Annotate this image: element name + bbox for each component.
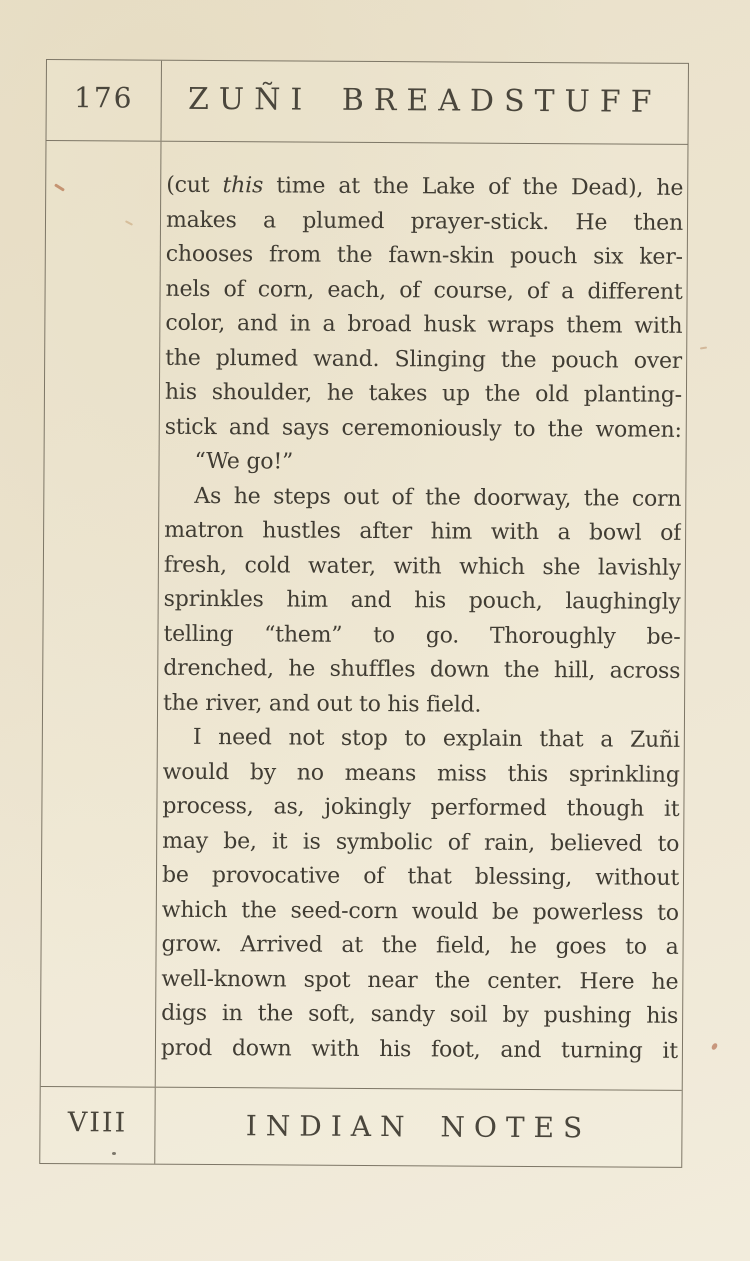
- text-line: sprinkles him and his pouch, laughingly: [163, 586, 681, 615]
- text-line: chooses from the fawn-skin pouch six ker-: [165, 241, 683, 270]
- text-line: drenched, he shuffles down the hill, across: [163, 655, 681, 684]
- text-line: grow. Arrived at the field, he goes to a: [161, 931, 679, 960]
- text-line: color, and in a broad husk wraps them with: [165, 310, 683, 339]
- text-line: “We go!”: [194, 448, 294, 475]
- header-row: [46, 60, 687, 145]
- series-title: INDIAN NOTES: [245, 1108, 592, 1144]
- margin-column: [41, 141, 162, 1087]
- scan-speck: [711, 1042, 718, 1050]
- text-line: telling “them” to go. Thoroughly be-: [163, 621, 681, 650]
- text-line: well-known spot near the center. Here he: [161, 966, 679, 995]
- page-frame: [39, 59, 689, 1168]
- text-line: As he steps out of the doorway, the corn: [194, 483, 682, 512]
- scan-speck: [700, 347, 707, 350]
- text-line: prod down with his foot, and turning it: [160, 1035, 679, 1064]
- text-line: be provocative of that blessing, without: [161, 862, 680, 891]
- header-margin-cell: [47, 60, 162, 141]
- volume-number: VIII: [67, 1106, 128, 1139]
- footer-row: [40, 1086, 681, 1167]
- text-line: would by no means miss this sprinkling: [162, 759, 680, 788]
- body-row: [41, 141, 688, 1090]
- text-line: process, as, jokingly performed though it: [162, 793, 680, 822]
- running-title: ZUÑI BREADSTUFF: [187, 81, 662, 120]
- text-line: matron hustles after him with a bowl of: [164, 517, 682, 546]
- page-number: 176: [73, 80, 134, 115]
- text-line: the river, and out to his field.: [162, 690, 482, 718]
- text-line: may be, it is symbolic of rain, believed to: [162, 828, 680, 857]
- text-line: fresh, cold water, with which she lavishly: [163, 552, 681, 581]
- text-line: makes a plumed prayer-stick. He then: [165, 207, 684, 236]
- header-title-cell: [162, 61, 688, 144]
- footer-title-cell: [155, 1088, 681, 1167]
- text-line: stick and says ceremoniously to the women:: [164, 414, 682, 443]
- text-line: I need not stop to explain that a Zuñi: [192, 724, 680, 753]
- text-line: nels of corn, each, of course, of a different: [165, 276, 683, 305]
- text-line: (cut this time at the Lake of the Dead), he: [166, 172, 684, 201]
- text-line: which the seed-corn would be powerless to: [161, 897, 679, 926]
- footer-margin-cell: [40, 1087, 155, 1164]
- text-column: [156, 142, 688, 1090]
- text-line: his shoulder, he takes up the old planting-: [164, 379, 683, 408]
- text-line: digs in the soft, sandy soil by pushing his: [161, 1000, 679, 1029]
- text-line: the plumed wand. Slinging the pouch over: [165, 345, 683, 374]
